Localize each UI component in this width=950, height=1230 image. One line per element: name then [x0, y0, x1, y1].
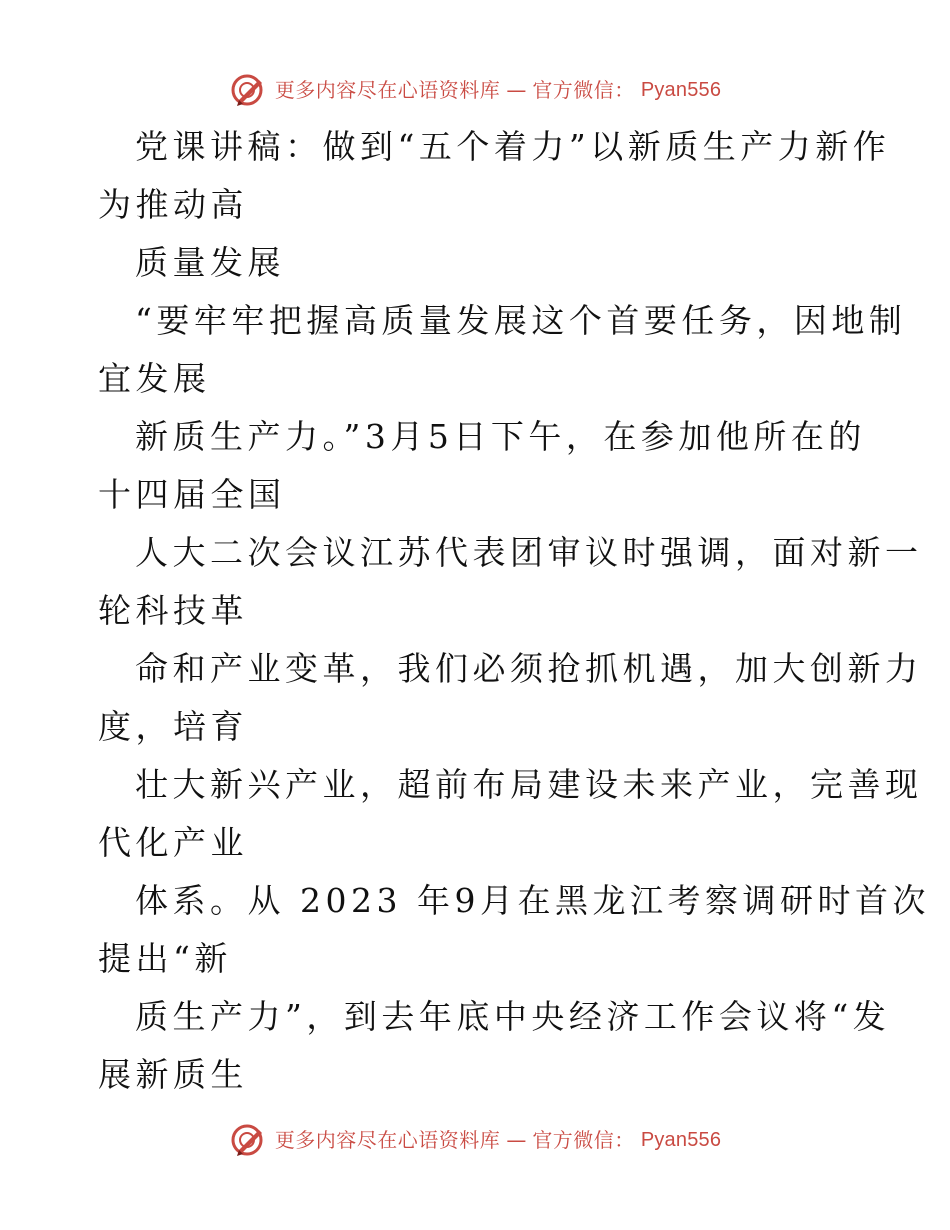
text-line: 度，培育 — [98, 707, 248, 746]
text-line: 质量发展 — [135, 243, 285, 282]
text-line: 十四届全国 — [98, 475, 286, 514]
header-wechat-label: 官方微信： — [532, 78, 635, 102]
header-wechat-id: Pyan556 — [640, 79, 722, 101]
text-line: 提出“新 — [98, 939, 232, 978]
pen-logo-icon — [229, 1122, 265, 1158]
text-line: 轮科技革 — [98, 591, 248, 630]
text-line: 体系。从 2023 年9月在黑龙江考察调研时首次 — [135, 881, 930, 920]
text-line: 党课讲稿：做到“五个着力”以新质生产力新作 — [135, 127, 891, 166]
footer-watermark — [0, 1118, 950, 1162]
text-line: 新质生产力。”3月5日下午，在参加他所在的 — [135, 417, 866, 456]
pen-logo-icon — [229, 72, 265, 108]
footer-brand-text — [275, 1130, 721, 1150]
header-brand-text — [275, 80, 721, 100]
document-body — [98, 118, 930, 1104]
footer-wechat-id: Pyan556 — [640, 1129, 722, 1151]
text-line: 代化产业 — [98, 823, 248, 862]
text-line: 人大二次会议江苏代表团审议时强调，面对新一 — [135, 533, 923, 572]
header-brand-cn: 更多内容尽在心语资料库 — [274, 78, 501, 102]
text-line: 壮大新兴产业，超前布局建设未来产业，完善现 — [135, 765, 923, 804]
text-line: 质生产力”，到去年底中央经济工作会议将“发 — [135, 997, 891, 1036]
text-line: 宜发展 — [98, 359, 211, 398]
text-line: 为推动高 — [98, 185, 248, 224]
text-line: “要牢牢把握高质量发展这个首要任务，因地制 — [135, 301, 907, 340]
text-line: 展新质生 — [98, 1055, 248, 1094]
header-brand-sep: — — [506, 78, 527, 102]
footer-wechat-label: 官方微信： — [532, 1128, 635, 1152]
text-line: 命和产业变革，我们必须抢抓机遇，加大创新力 — [135, 649, 923, 688]
footer-brand-cn: 更多内容尽在心语资料库 — [274, 1128, 501, 1152]
footer-brand-sep: — — [506, 1128, 527, 1152]
header-watermark — [0, 68, 950, 112]
